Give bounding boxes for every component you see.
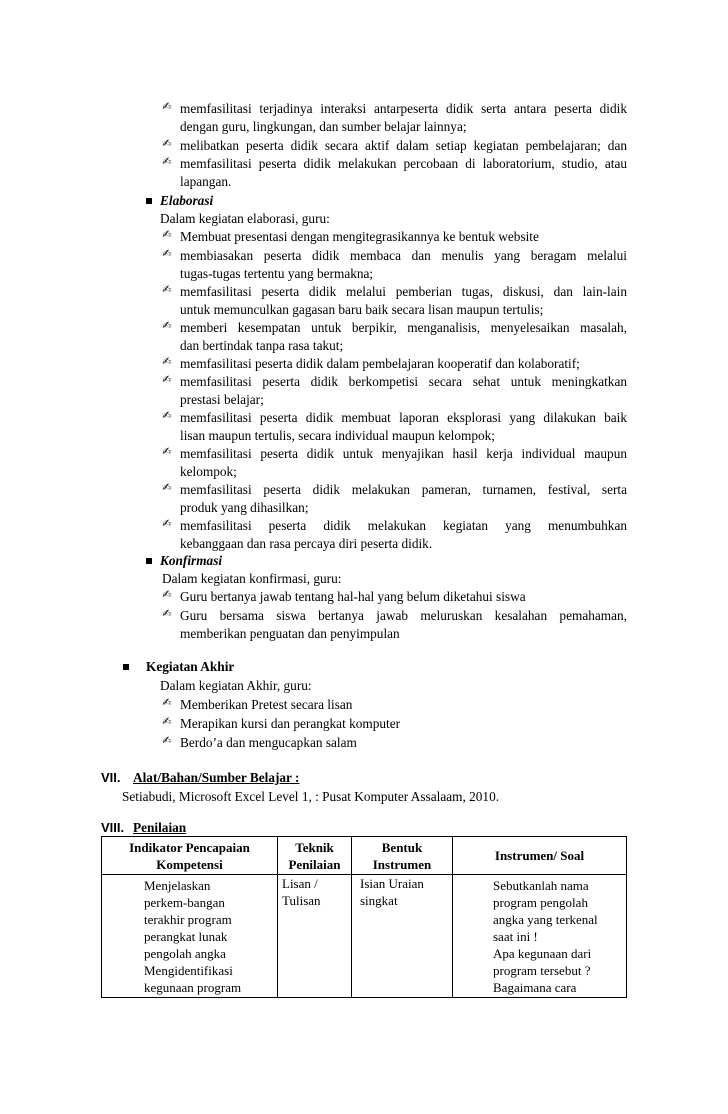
header-line: Penilaian — [288, 856, 341, 872]
soal-line: saat ini ! — [493, 929, 538, 944]
konfirmasi-intro: Dalam kegiatan konfirmasi, guru: — [162, 571, 342, 586]
list-item-text: memfasilitasi peserta didik melakukan kegiatan yang menumbuhkan — [180, 518, 627, 533]
list-item-text: memfasilitasi peserta didik untuk menyajikan hasil kerja individual maupun — [180, 446, 627, 461]
pencil-icon: ✍ — [162, 481, 172, 494]
square-bullet-icon — [146, 198, 152, 204]
indikator-item — [144, 962, 241, 996]
header-line: Bentuk — [381, 839, 423, 855]
pencil-icon: ✍ — [162, 409, 172, 422]
list-item-text: Membuat presentasi dengan mengitegrasikannya ke bentuk website — [180, 229, 539, 244]
list-item-text: kelompok; — [180, 464, 237, 479]
square-bullet-icon — [123, 664, 129, 670]
pencil-icon: ✍ — [162, 137, 172, 150]
soal-line: program pengolah — [493, 895, 588, 910]
header-teknik — [278, 837, 352, 875]
section-vii-title: Alat/Bahan/Sumber Belajar : — [133, 770, 300, 785]
elaborasi-heading: Elaborasi — [160, 193, 214, 208]
list-item-text: prestasi belajar; — [180, 392, 264, 407]
bentuk-line: Isian Uraian — [360, 876, 424, 891]
pencil-icon: ✍ — [162, 517, 172, 530]
pencil-icon: ✍ — [162, 715, 172, 728]
list-item-text: Guru bersama siswa bertanya jawab meluruskan kesalahan pemahaman, — [180, 608, 627, 623]
cell-soal — [453, 875, 627, 998]
soal-item — [493, 945, 591, 979]
soal-line: program tersebut ? — [493, 963, 591, 978]
indikator-line: Mengidentifikasi — [144, 963, 233, 978]
kegiatan-akhir-heading: Kegiatan Akhir — [146, 659, 235, 674]
list-item-text: Berdo’a dan mengucapkan salam — [180, 735, 357, 750]
list-item-text: memfasilitasi peserta didik melakukan pameran, turnamen, festival, serta — [180, 482, 627, 497]
pencil-icon: ✍ — [162, 228, 172, 241]
cell-teknik — [278, 875, 352, 998]
pencil-icon: ✍ — [162, 155, 172, 168]
pencil-icon: ✍ — [162, 373, 172, 386]
teknik-line: Tulisan — [282, 893, 321, 908]
soal-line: Apa kegunaan dari — [493, 946, 592, 961]
list-item-text: memfasilitasi peserta didik dalam pembelajaran kooperatif dan kolaboratif; — [180, 356, 580, 371]
list-item-text: Guru bertanya jawab tentang hal-hal yang belum diketahui siswa — [180, 589, 526, 604]
list-item-text: memfasilitasi peserta didik membuat laporan eksplorasi yang dilakukan baik — [180, 410, 627, 425]
section-vii-number: VII. — [101, 770, 121, 785]
list-item-text: untuk memunculkan gagasan baru baik secara lisan maupun tertulis; — [180, 302, 544, 317]
penilaian-table — [101, 836, 627, 998]
indikator-line: Menjelaskan — [144, 878, 211, 893]
soal-item — [493, 979, 576, 996]
pencil-icon: ✍ — [162, 588, 172, 601]
indikator-line: terakhir program — [144, 912, 232, 927]
indikator-line: perangkat lunak — [144, 929, 228, 944]
list-item-text: Memberikan Pretest secara lisan — [180, 697, 353, 712]
pencil-icon: ✍ — [162, 734, 172, 747]
list-item-text: lisan maupun tertulis, secara individual maupun kelompok; — [180, 428, 495, 443]
list-item-text: dengan guru, lingkungan, dan sumber belajar lainnya; — [180, 119, 467, 134]
kegiatan-akhir-intro: Dalam kegiatan Akhir, guru: — [160, 678, 312, 693]
elaborasi-intro: Dalam kegiatan elaborasi, guru: — [160, 211, 330, 226]
bentuk-line: singkat — [360, 893, 398, 908]
list-item-text: dan bertindak tanpa rasa takut; — [180, 338, 344, 353]
pencil-icon: ✍ — [162, 247, 172, 260]
cell-indikator — [102, 875, 278, 998]
header-bentuk — [352, 837, 453, 875]
indikator-line: perkem-bangan — [144, 895, 225, 910]
list-item-text: tugas-tugas tertentu yang bermakna; — [180, 266, 374, 281]
list-item-text: kebanggaan dan rasa percaya diri peserta didik. — [180, 536, 433, 551]
soal-line: Bagaimana cara — [493, 980, 577, 995]
pencil-icon: ✍ — [162, 445, 172, 458]
list-item-text: membiasakan peserta didik membaca dan menulis yang beragam melalui — [180, 248, 627, 263]
indikator-item — [144, 877, 232, 962]
pencil-icon: ✍ — [162, 607, 172, 620]
list-item-text: memfasilitasi terjadinya interaksi antarpeserta didik serta antara peserta didik — [180, 101, 627, 116]
soal-line: angka yang terkenal — [493, 912, 598, 927]
list-item-text: melibatkan peserta didik secara aktif dalam setiap kegiatan pembelajaran; dan — [180, 138, 627, 153]
header-instrumen: Instrumen/ Soal — [453, 837, 627, 875]
cell-bentuk — [352, 875, 453, 998]
soal-line: Sebutkanlah nama — [493, 878, 589, 893]
list-item-text: memberi kesempatan untuk berpikir, menganalisis, menyelesaikan masalah, — [180, 320, 627, 335]
square-bullet-icon — [146, 558, 152, 564]
pencil-icon: ✍ — [162, 100, 172, 113]
konfirmasi-heading: Konfirmasi — [160, 553, 223, 568]
header-line: Teknik — [295, 839, 334, 855]
table-row — [102, 875, 627, 998]
table-header-row — [102, 837, 627, 875]
header-line: Indikator Pencapaian — [129, 839, 250, 855]
list-item-text: produk yang dihasilkan; — [180, 500, 309, 515]
section-viii-title: Penilaian — [133, 820, 187, 835]
list-item-text: memberikan penguatan dan penyimpulan — [180, 626, 400, 641]
header-line: Instrumen — [372, 856, 432, 872]
section-viii-number: VIII. — [101, 820, 125, 835]
indikator-line: pengolah angka — [144, 946, 226, 961]
list-item-text: memfasilitasi peserta didik melakukan percobaan di laboratorium, studio, atau — [180, 156, 627, 171]
list-item-text: memfasilitasi peserta didik melalui pemberian tugas, diskusi, dan lain-lain — [180, 284, 627, 299]
header-indikator — [102, 837, 278, 875]
list-item-text: Merapikan kursi dan perangkat komputer — [180, 716, 401, 731]
pencil-icon: ✍ — [162, 319, 172, 332]
section-vii-text: Setiabudi, Microsoft Excel Level 1, : Pusat Komputer Assalaam, 2010. — [122, 789, 500, 804]
pencil-icon: ✍ — [162, 696, 172, 709]
list-item-text: memfasilitasi peserta didik berkompetisi secara sehat untuk meningkatkan — [180, 374, 627, 389]
pencil-icon: ✍ — [162, 283, 172, 296]
soal-item — [493, 877, 598, 945]
header-line: Kompetensi — [156, 856, 223, 872]
teknik-line: Lisan / — [282, 876, 318, 891]
indikator-line: kegunaan program — [144, 980, 242, 995]
list-item-text: lapangan. — [180, 174, 232, 189]
pencil-icon: ✍ — [162, 355, 172, 368]
